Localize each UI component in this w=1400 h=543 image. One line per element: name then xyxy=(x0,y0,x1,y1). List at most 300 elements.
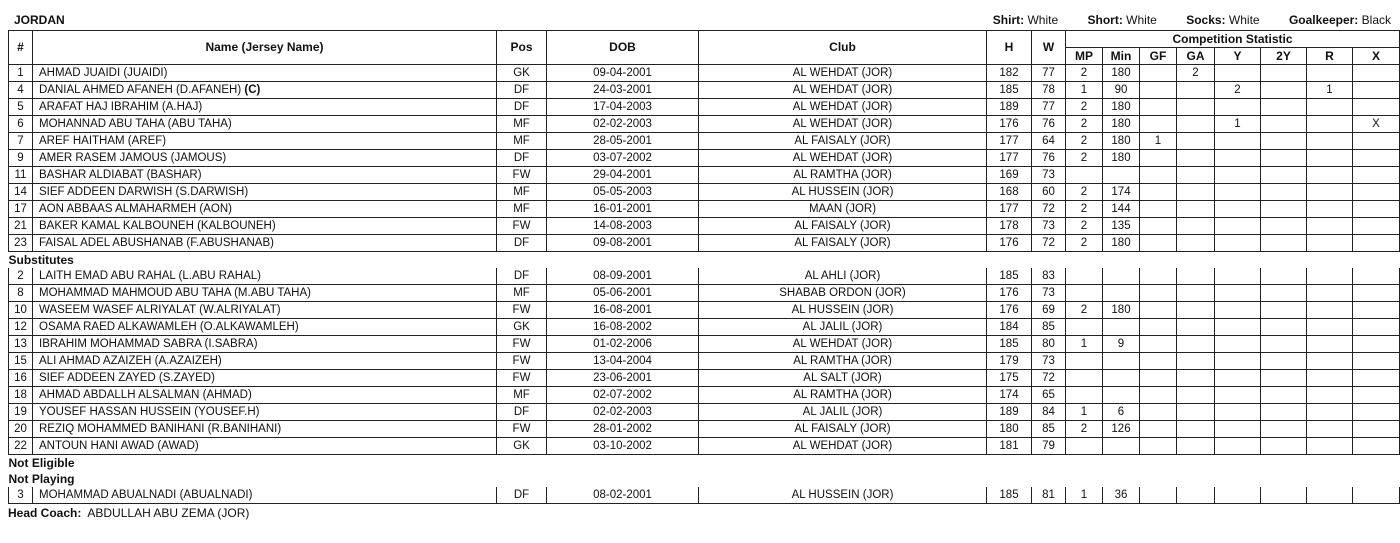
cell-dob xyxy=(547,421,699,438)
player-row xyxy=(9,353,1400,370)
cell-x xyxy=(1353,218,1400,235)
player-min: 180 xyxy=(1111,303,1131,316)
player-h: 185 xyxy=(999,488,1019,501)
player-min: 180 xyxy=(1111,117,1131,130)
cell-pos xyxy=(497,302,547,319)
player-club: AL WEHDAT (JOR) xyxy=(792,117,893,130)
col-y: Y xyxy=(1215,48,1261,65)
player-h: 180 xyxy=(999,422,1019,435)
cell-num xyxy=(9,421,33,438)
cell-y xyxy=(1215,370,1261,387)
cell-club xyxy=(699,218,987,235)
cell-r xyxy=(1307,285,1353,302)
player-club: AL WEHDAT (JOR) xyxy=(792,337,893,350)
cell-w xyxy=(1032,387,1066,404)
player-num: 21 xyxy=(14,219,27,232)
cell-pos xyxy=(497,201,547,218)
player-num: 12 xyxy=(14,320,27,333)
cell-num xyxy=(9,82,33,99)
cell-w xyxy=(1032,370,1066,387)
table-body xyxy=(9,65,1400,504)
player-row xyxy=(9,421,1400,438)
cell-name xyxy=(33,235,497,252)
player-min: 90 xyxy=(1114,83,1128,96)
cell-dob xyxy=(547,387,699,404)
cell-h xyxy=(987,302,1032,319)
player-h: 189 xyxy=(999,100,1019,113)
cell-min xyxy=(1103,404,1140,421)
team-header xyxy=(8,8,1391,30)
cell-y xyxy=(1215,82,1261,99)
cell-dob xyxy=(547,438,699,455)
player-name: DANIAL AHMED AFANEH (D.AFANEH) xyxy=(39,83,242,96)
player-dob: 09-04-2001 xyxy=(593,66,652,79)
cell-x xyxy=(1353,404,1400,421)
cell-y2 xyxy=(1261,150,1307,167)
cell-r xyxy=(1307,319,1353,336)
player-dob: 08-02-2001 xyxy=(593,488,652,501)
player-dob: 08-09-2001 xyxy=(593,269,652,282)
player-name: AHMAD JUAIDI (JUAIDI) xyxy=(39,66,168,79)
cell-h xyxy=(987,201,1032,218)
cell-w xyxy=(1032,302,1066,319)
cell-pos xyxy=(497,370,547,387)
cell-club xyxy=(699,319,987,336)
cell-num xyxy=(9,319,33,336)
cell-pos xyxy=(497,218,547,235)
player-min: 180 xyxy=(1111,151,1131,164)
cell-ga xyxy=(1177,285,1215,302)
cell-y xyxy=(1215,99,1261,116)
player-w: 65 xyxy=(1042,388,1055,401)
cell-num xyxy=(9,285,33,302)
cell-min xyxy=(1103,82,1140,99)
player-w: 85 xyxy=(1042,422,1055,435)
player-name: MOHAMMAD MAHMOUD ABU TAHA (M.ABU TAHA) xyxy=(39,286,311,299)
cell-r xyxy=(1307,268,1353,285)
cell-r xyxy=(1307,235,1353,252)
cell-y2 xyxy=(1261,99,1307,116)
cell-num xyxy=(9,218,33,235)
cell-num xyxy=(9,387,33,404)
cell-club xyxy=(699,438,987,455)
player-dob: 23-06-2001 xyxy=(593,371,652,384)
cell-x xyxy=(1353,167,1400,184)
cell-gf xyxy=(1140,370,1177,387)
cell-mp xyxy=(1066,65,1103,82)
cell-dob xyxy=(547,184,699,201)
cell-mp xyxy=(1066,218,1103,235)
cell-ga xyxy=(1177,370,1215,387)
cell-y2 xyxy=(1261,82,1307,99)
cell-name xyxy=(33,150,497,167)
player-num: 5 xyxy=(17,100,24,113)
cell-y xyxy=(1215,302,1261,319)
cell-y2 xyxy=(1261,235,1307,252)
cell-mp xyxy=(1066,116,1103,133)
cell-y2 xyxy=(1261,268,1307,285)
player-num: 6 xyxy=(17,117,24,130)
cell-dob xyxy=(547,285,699,302)
cell-x xyxy=(1353,150,1400,167)
cell-x xyxy=(1353,65,1400,82)
cell-x xyxy=(1353,319,1400,336)
cell-w xyxy=(1032,336,1066,353)
player-pos: GK xyxy=(513,66,530,79)
kit-socks-label: Socks: xyxy=(1186,13,1226,27)
cell-gf xyxy=(1140,82,1177,99)
cell-ga xyxy=(1177,235,1215,252)
cell-club xyxy=(699,285,987,302)
cell-name xyxy=(33,82,497,99)
player-club: AL JALIL (JOR) xyxy=(802,405,883,418)
cell-club xyxy=(699,487,987,504)
player-h: 176 xyxy=(999,236,1019,249)
cell-y2 xyxy=(1261,184,1307,201)
cell-name xyxy=(33,167,497,184)
cell-y2 xyxy=(1261,302,1307,319)
cell-y xyxy=(1215,268,1261,285)
cell-club xyxy=(699,150,987,167)
cell-name xyxy=(33,487,497,504)
cell-y xyxy=(1215,150,1261,167)
cell-r xyxy=(1307,404,1353,421)
player-club: SHABAB ORDON (JOR) xyxy=(779,286,906,299)
cell-dob xyxy=(547,99,699,116)
player-pos: FW xyxy=(512,168,531,181)
cell-ga xyxy=(1177,133,1215,150)
cell-dob xyxy=(547,150,699,167)
cell-min xyxy=(1103,184,1140,201)
cell-ga xyxy=(1177,336,1215,353)
cell-x xyxy=(1353,133,1400,150)
cell-gf xyxy=(1140,285,1177,302)
player-dob: 05-05-2003 xyxy=(593,185,652,198)
player-dob: 17-04-2003 xyxy=(593,100,652,113)
cell-mp xyxy=(1066,167,1103,184)
player-min: 36 xyxy=(1114,488,1128,501)
cell-ga xyxy=(1177,150,1215,167)
player-ga: 2 xyxy=(1192,66,1199,79)
player-club: AL SALT (JOR) xyxy=(803,371,882,384)
player-h: 177 xyxy=(999,134,1019,147)
cell-num xyxy=(9,201,33,218)
player-dob: 13-04-2004 xyxy=(593,354,652,367)
player-h: 185 xyxy=(999,269,1019,282)
player-num: 9 xyxy=(17,151,24,164)
cell-r xyxy=(1307,387,1353,404)
player-mp: 2 xyxy=(1080,219,1088,232)
player-num: 10 xyxy=(14,303,27,316)
cell-h xyxy=(987,235,1032,252)
player-name: MOHANNAD ABU TAHA (ABU TAHA) xyxy=(39,117,232,130)
player-pos: DF xyxy=(513,151,530,164)
cell-ga xyxy=(1177,82,1215,99)
cell-min xyxy=(1103,235,1140,252)
squad-table xyxy=(8,30,1400,504)
cell-pos xyxy=(497,133,547,150)
cell-r xyxy=(1307,167,1353,184)
cell-mp xyxy=(1066,353,1103,370)
cell-dob xyxy=(547,133,699,150)
cell-h xyxy=(987,404,1032,421)
cell-num xyxy=(9,235,33,252)
kit-shirt-label: Shirt: xyxy=(992,13,1025,27)
cell-h xyxy=(987,319,1032,336)
player-name: ARAFAT HAJ IBRAHIM (A.HAJ) xyxy=(39,100,203,113)
cell-h xyxy=(987,336,1032,353)
cell-h xyxy=(987,438,1032,455)
player-h: 184 xyxy=(999,320,1019,333)
cell-num xyxy=(9,404,33,421)
player-pos: DF xyxy=(513,236,530,249)
cell-gf xyxy=(1140,116,1177,133)
cell-club xyxy=(699,184,987,201)
player-name: REZIQ MOHAMMED BANIHANI (R.BANIHANI) xyxy=(39,422,282,435)
player-row xyxy=(9,167,1400,184)
player-pos: GK xyxy=(513,439,530,452)
cell-dob xyxy=(547,82,699,99)
cell-pos xyxy=(497,421,547,438)
cell-r xyxy=(1307,201,1353,218)
cell-y2 xyxy=(1261,116,1307,133)
player-dob: 28-05-2001 xyxy=(593,134,652,147)
player-h: 181 xyxy=(999,439,1019,452)
player-num: 4 xyxy=(17,83,24,96)
col-2y: 2Y xyxy=(1261,48,1307,65)
player-w: 72 xyxy=(1042,371,1055,384)
cell-w xyxy=(1032,82,1066,99)
player-row xyxy=(9,438,1400,455)
cell-y xyxy=(1215,65,1261,82)
player-name: AREF HAITHAM (AREF) xyxy=(39,134,167,147)
player-mp: 2 xyxy=(1080,422,1088,435)
team-name: JORDAN xyxy=(14,13,65,27)
cell-y xyxy=(1215,487,1261,504)
cell-r xyxy=(1307,82,1353,99)
player-club: AL JALIL (JOR) xyxy=(802,320,883,333)
cell-x xyxy=(1353,184,1400,201)
col-dob: DOB xyxy=(547,31,699,65)
player-dob: 03-07-2002 xyxy=(593,151,652,164)
cell-h xyxy=(987,387,1032,404)
cell-ga xyxy=(1177,319,1215,336)
cell-w xyxy=(1032,487,1066,504)
player-h: 177 xyxy=(999,202,1019,215)
cell-r xyxy=(1307,218,1353,235)
player-num: 3 xyxy=(17,488,24,501)
player-w: 69 xyxy=(1042,303,1055,316)
cell-min xyxy=(1103,370,1140,387)
cell-ga xyxy=(1177,487,1215,504)
player-w: 60 xyxy=(1042,185,1055,198)
player-y: 1 xyxy=(1234,117,1241,130)
player-min: 135 xyxy=(1111,219,1131,232)
player-dob: 29-04-2001 xyxy=(593,168,652,181)
player-row xyxy=(9,133,1400,150)
player-club: AL WEHDAT (JOR) xyxy=(792,100,893,113)
player-club: AL FAISALY (JOR) xyxy=(794,134,891,147)
player-min: 9 xyxy=(1117,337,1125,350)
cell-w xyxy=(1032,218,1066,235)
cell-name xyxy=(33,421,497,438)
player-w: 85 xyxy=(1042,320,1055,333)
player-pos: DF xyxy=(513,269,530,282)
player-num: 19 xyxy=(14,405,27,418)
player-pos: FW xyxy=(512,371,531,384)
player-name: SIEF ADDEEN ZAYED (S.ZAYED) xyxy=(39,371,215,384)
cell-ga xyxy=(1177,116,1215,133)
player-pos: MF xyxy=(513,134,530,147)
player-num: 23 xyxy=(14,236,27,249)
kit-short xyxy=(1088,13,1157,27)
cell-y xyxy=(1215,167,1261,184)
player-name: MOHAMMAD ABUALNADI (ABUALNADI) xyxy=(39,488,253,501)
player-w: 72 xyxy=(1042,236,1055,249)
cell-min xyxy=(1103,319,1140,336)
cell-name xyxy=(33,116,497,133)
cell-pos xyxy=(497,184,547,201)
section-not-eligible-label: Not Eligible xyxy=(8,455,75,470)
cell-name xyxy=(33,336,497,353)
cell-name xyxy=(33,65,497,82)
cell-dob xyxy=(547,336,699,353)
cell-pos xyxy=(497,353,547,370)
cell-name xyxy=(33,404,497,421)
player-w: 81 xyxy=(1042,488,1055,501)
player-pos: MF xyxy=(513,185,530,198)
cell-min xyxy=(1103,421,1140,438)
player-mp: 2 xyxy=(1080,117,1088,130)
cell-dob xyxy=(547,268,699,285)
col-r: R xyxy=(1307,48,1353,65)
cell-h xyxy=(987,167,1032,184)
col-ga: GA xyxy=(1177,48,1215,65)
player-dob: 02-07-2002 xyxy=(593,388,652,401)
cell-x xyxy=(1353,99,1400,116)
cell-name xyxy=(33,268,497,285)
cell-gf xyxy=(1140,319,1177,336)
cell-min xyxy=(1103,99,1140,116)
col-num: # xyxy=(9,31,33,65)
section-not-playing-label: Not Playing xyxy=(8,471,75,486)
cell-ga xyxy=(1177,387,1215,404)
captain-badge: (C) xyxy=(244,83,261,96)
kit-goalkeeper xyxy=(1289,13,1391,27)
player-row xyxy=(9,184,1400,201)
player-w: 76 xyxy=(1042,117,1055,130)
cell-dob xyxy=(547,319,699,336)
player-pos: FW xyxy=(512,354,531,367)
player-mp: 2 xyxy=(1080,185,1088,198)
cell-num xyxy=(9,65,33,82)
player-club: AL HUSSEIN (JOR) xyxy=(791,185,894,198)
kit-socks-value: White xyxy=(1228,13,1260,27)
cell-mp xyxy=(1066,268,1103,285)
cell-mp xyxy=(1066,184,1103,201)
cell-y2 xyxy=(1261,65,1307,82)
player-h: 185 xyxy=(999,83,1019,96)
player-name: AHMAD ABDALLH ALSALMAN (AHMAD) xyxy=(39,388,252,401)
cell-gf xyxy=(1140,421,1177,438)
head-coach-name: ABDULLAH ABU ZEMA (JOR) xyxy=(87,506,250,520)
cell-dob xyxy=(547,370,699,387)
player-pos: DF xyxy=(513,488,530,501)
player-h: 182 xyxy=(999,66,1019,79)
cell-y2 xyxy=(1261,387,1307,404)
section-not-eligible xyxy=(9,455,1400,472)
cell-y2 xyxy=(1261,353,1307,370)
cell-gf xyxy=(1140,218,1177,235)
player-min: 144 xyxy=(1111,202,1131,215)
player-w: 77 xyxy=(1042,100,1055,113)
cell-pos xyxy=(497,65,547,82)
cell-mp xyxy=(1066,235,1103,252)
player-w: 80 xyxy=(1042,337,1055,350)
cell-x xyxy=(1353,285,1400,302)
cell-w xyxy=(1032,438,1066,455)
player-num: 15 xyxy=(14,354,27,367)
player-club: MAAN (JOR) xyxy=(808,202,877,215)
player-dob: 16-08-2002 xyxy=(593,320,652,333)
cell-x xyxy=(1353,387,1400,404)
cell-mp xyxy=(1066,302,1103,319)
cell-r xyxy=(1307,487,1353,504)
cell-h xyxy=(987,285,1032,302)
cell-dob xyxy=(547,235,699,252)
player-mp: 2 xyxy=(1080,236,1088,249)
cell-min xyxy=(1103,218,1140,235)
player-w: 79 xyxy=(1042,439,1055,452)
cell-x xyxy=(1353,370,1400,387)
player-num: 16 xyxy=(14,371,27,384)
player-row xyxy=(9,99,1400,116)
cell-y2 xyxy=(1261,370,1307,387)
cell-r xyxy=(1307,99,1353,116)
cell-y2 xyxy=(1261,133,1307,150)
cell-pos xyxy=(497,235,547,252)
cell-name xyxy=(33,184,497,201)
player-dob: 14-08-2003 xyxy=(593,219,652,232)
player-name: AON ABBAAS ALMAHARMEH (AON) xyxy=(39,202,232,215)
player-pos: MF xyxy=(513,388,530,401)
cell-club xyxy=(699,268,987,285)
cell-y xyxy=(1215,116,1261,133)
player-name: BASHAR ALDIABAT (BASHAR) xyxy=(39,168,202,181)
cell-w xyxy=(1032,421,1066,438)
cell-mp xyxy=(1066,438,1103,455)
cell-min xyxy=(1103,387,1140,404)
cell-club xyxy=(699,235,987,252)
cell-w xyxy=(1032,353,1066,370)
player-dob: 24-03-2001 xyxy=(593,83,652,96)
cell-mp xyxy=(1066,404,1103,421)
player-club: AL RAMTHA (JOR) xyxy=(793,168,892,181)
cell-r xyxy=(1307,438,1353,455)
cell-w xyxy=(1032,99,1066,116)
player-num: 20 xyxy=(14,422,27,435)
cell-x xyxy=(1353,116,1400,133)
player-dob: 01-02-2006 xyxy=(593,337,652,350)
cell-y xyxy=(1215,404,1261,421)
cell-min xyxy=(1103,336,1140,353)
cell-mp xyxy=(1066,285,1103,302)
cell-num xyxy=(9,353,33,370)
cell-name xyxy=(33,285,497,302)
player-h: 174 xyxy=(999,388,1019,401)
player-row xyxy=(9,487,1400,504)
player-num: 17 xyxy=(14,202,27,215)
